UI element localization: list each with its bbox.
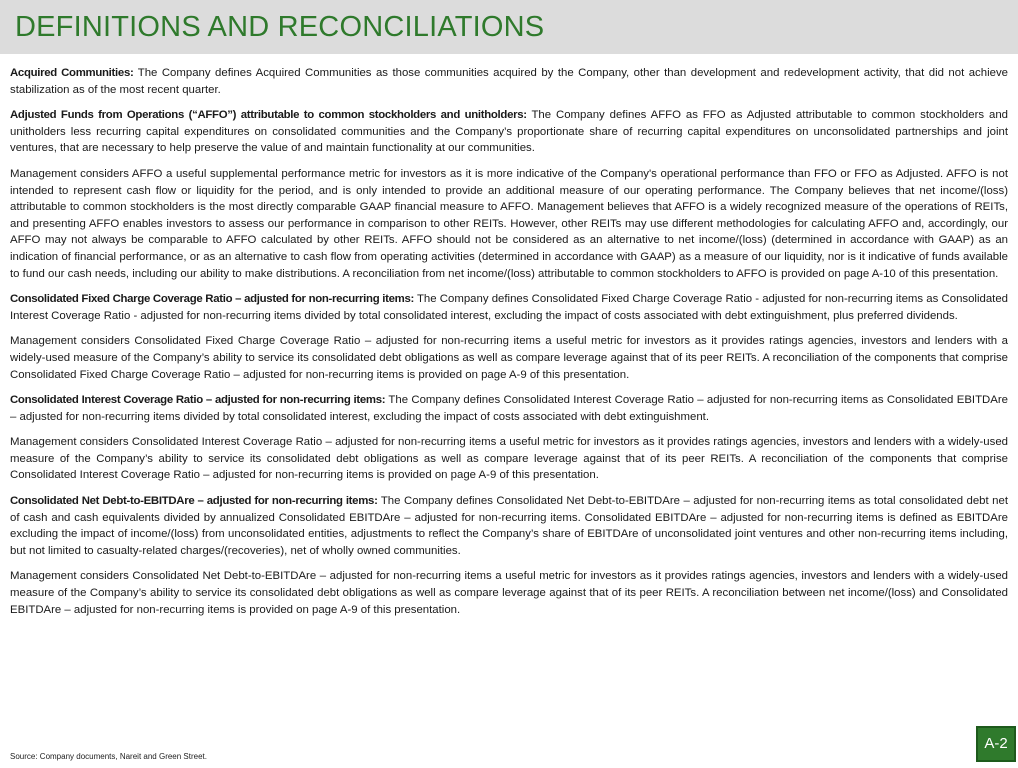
paragraph-fixed-charge-management [10,333,1008,383]
paragraph-net-debt-definition [10,493,1008,559]
definition-text: The Company defines Consolidated Fixed Charge Coverage Ratio - adjusted for non-recurring items as Consolidated Interest Coverage Ratio - adjusted for non-recurring items divided by total consolidated interest, excluding the impact of costs associated with debt extinguishment, plus preferred dividends. [10,293,1008,322]
term-label: Acquired Communities: [10,67,134,79]
page-title: DEFINITIONS AND RECONCILIATIONS [15,11,545,43]
definition-text: The Company defines AFFO as FFO as Adjusted attributable to common stockholders and unitholders less recurring capital expenditures on consolidated communities and the Company’s proportionate share of recurring capital expenditures on unconsolidated partnerships and joint ventures, that are necessary to help preserve the value of and maintain functionality at our communities. [10,109,1008,155]
page-number-badge: A-2 [976,726,1016,762]
definition-text: Management considers Consolidated Net Debt-to-EBITDAre – adjusted for non-recurring items a useful metric for investors as it provides ratings agencies, investors and lenders with a widely-used measure of the Company’s ability to service its consolidated debt obligations as well as compare leverage against that of its peer REITs. A reconciliation between net income/(loss) and Consolidated EBITDAre – adjusted for non-recurring items is provided on page A-9 of this presentation. [10,570,1008,616]
definition-text: Management considers AFFO a useful supplemental performance metric for investors as it is more indicative of the Company's operational performance than FFO or FFO as Adjusted. AFFO is not intended to represent cash flow or liquidity for the period, and is only intended to provide an additional measure of our operating performance. The Company believes that net income/(loss) attributable to common stockholders is the most directly comparable GAAP financial measure to AFFO. Management believes that AFFO is a widely recognized measure of the operations of REITs, and presenting AFFO enables investors to assess our performance in comparison to other REITs. However, other REITs may use different methodologies for calculating AFFO and, accordingly, our AFFO may not always be comparable to AFFO calculated by other REITs. AFFO should not be considered as an alternative to net income/(loss) (determined in accordance with GAAP) as an indication of financial performance, or as an alternative to cash flow from operating activities (determined in accordance with GAAP) as a measure of our liquidity, nor is it indicative of funds available to fund our cash needs, including our ability to make distributions. A reconciliation from net income/(loss) attributable to common stockholders to AFFO is provided on page A-10 of this presentation. [10,167,1008,280]
source-footnote: Source: Company documents, Nareit and Green Street. [10,752,207,761]
term-label: Consolidated Fixed Charge Coverage Ratio – adjusted for non-recurring items: [10,293,414,306]
paragraph-interest-coverage-definition [10,392,1008,425]
paragraph-affo-definition [10,107,1008,157]
term-label: Consolidated Net Debt-to-EBITDAre – adjusted for non-recurring items: [10,495,378,508]
definition-text: The Company defines Consolidated Interest Coverage Ratio – adjusted for non-recurring items as Consolidated EBITDAre – adjusted for non-recurring items divided by total consolidated interest, excluding the impact of costs associated with debt extinguishment. [10,394,1008,423]
definitions-body [10,65,1008,627]
definition-text: The Company defines Acquired Communities as those communities acquired by the Company, other than development and redevelopment activity, that did not achieve stabilization as of the most recent quarter. [10,67,1008,96]
page-header [0,0,1018,54]
term-label: Adjusted Funds from Operations (“AFFO”) attributable to common stockholders and unitholders: [10,109,527,122]
definition-text: The Company defines Consolidated Net Debt-to-EBITDAre – adjusted for non-recurring items as total consolidated debt net of cash and cash equivalents divided by annualized Consolidated EBITDAre – adjusted for non-recurring items. Consolidated EBITDAre – adjusted for non-recurring items is defined as EBITDAre excluding the impact of income/(loss) from unconsolidated entities, adjustments to reflect the Company’s share of EBITDAre of unconsolidated joint ventures and other non-recurring items including, but not limited to casualty-related charges/(recoveries), net of wholly owned communities. [10,495,1008,557]
paragraph-net-debt-management [10,568,1008,618]
paragraph-affo-management [10,166,1008,282]
paragraph-interest-coverage-management [10,434,1008,484]
definition-text: Management considers Consolidated Interest Coverage Ratio – adjusted for non-recurring items a useful metric for investors as it provides ratings agencies, investors and lenders with a widely-used measure of the Company’s ability to service its consolidated debt obligations as well as compare leverage against that of its peer REITs. A reconciliation of the components that comprise Consolidated Interest Coverage Ratio – adjusted for non-recurring items is provided on page A-9 of this presentation. [10,436,1008,482]
term-label: Consolidated Interest Coverage Ratio – adjusted for non-recurring items: [10,394,386,407]
paragraph-acquired-communities [10,65,1008,98]
paragraph-fixed-charge-definition [10,291,1008,324]
definition-text: Management considers Consolidated Fixed Charge Coverage Ratio – adjusted for non-recurring items a useful metric for investors as it provides ratings agencies, investors and lenders with a widely-used measure of the Company’s ability to service its consolidated debt obligations as well as compare leverage against that of its peer REITs. A reconciliation of the components that comprise Consolidated Fixed Charge Coverage Ratio – adjusted for non-recurring items is provided on page A-9 of this presentation. [10,335,1008,381]
